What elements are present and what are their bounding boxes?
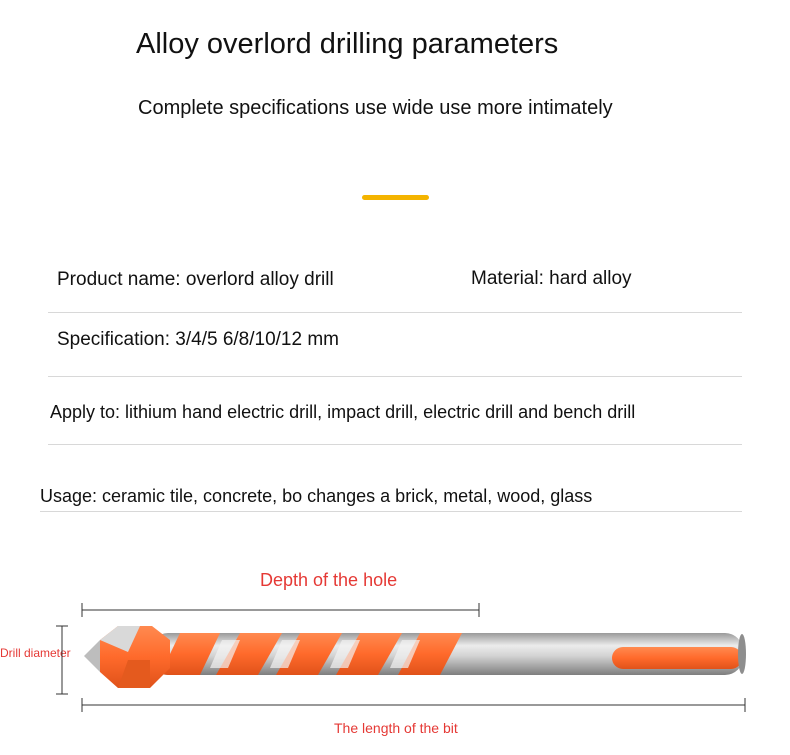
diameter-label: Drill diameter bbox=[0, 646, 71, 660]
shank-grip-stripe bbox=[612, 647, 742, 669]
depth-label: Depth of the hole bbox=[260, 570, 398, 590]
page-subtitle: Complete specifications use wide use more intimately bbox=[138, 97, 613, 119]
spec-material: Material: hard alloy bbox=[471, 268, 632, 289]
drill-shank bbox=[150, 633, 746, 675]
spec-specification: Specification: 3/4/5 6/8/10/12 mm bbox=[57, 329, 339, 350]
carbide-tip bbox=[84, 626, 170, 688]
diameter-dimension-line bbox=[56, 626, 68, 694]
spec-apply-to: Apply to: lithium hand electric drill, impact drill, electric drill and bench drill bbox=[50, 402, 636, 422]
length-label: The length of the bit bbox=[334, 720, 458, 736]
length-dimension-line bbox=[82, 698, 745, 712]
depth-dimension-line bbox=[82, 603, 479, 617]
spec-product-name: Product name: overlord alloy drill bbox=[57, 269, 334, 290]
spec-usage: Usage: ceramic tile, concrete, bo changes a brick, metal, wood, glass bbox=[40, 486, 593, 506]
page-title: Alloy overlord drilling parameters bbox=[136, 28, 559, 60]
